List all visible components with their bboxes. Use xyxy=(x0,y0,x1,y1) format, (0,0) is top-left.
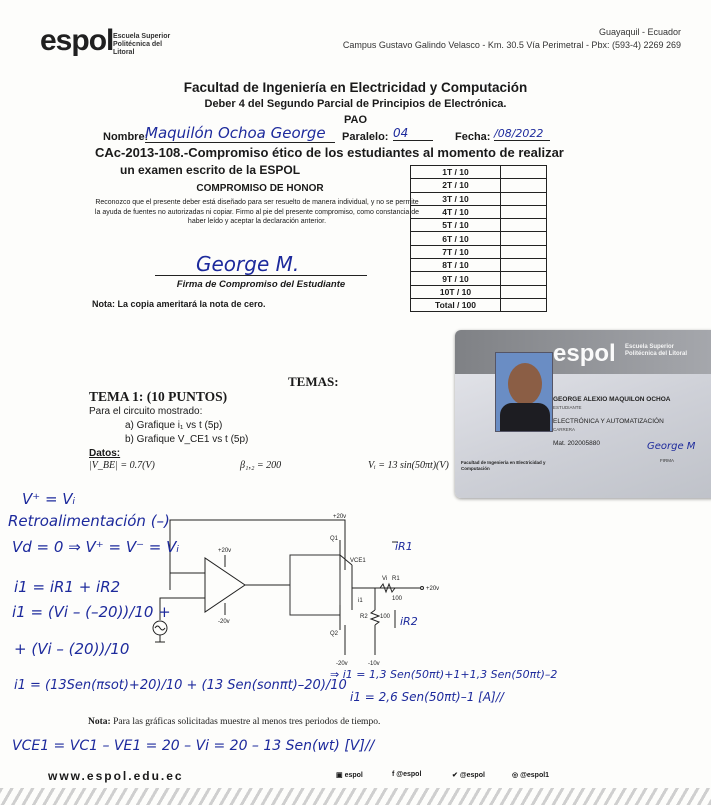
datos-label: Datos: xyxy=(89,448,121,459)
footer-instagram[interactable]: ◎ @espol1 xyxy=(512,772,550,779)
id-card-mat: Mat. 202005880 xyxy=(553,440,600,447)
label-v-r2: -10v xyxy=(368,661,380,667)
grade-score-cell xyxy=(501,232,547,245)
commitment-heading-2: un examen escrito de la ESPOL xyxy=(120,163,301,177)
assignment-title: Deber 4 del Segundo Parcial de Principios de Electrónica. xyxy=(204,98,507,110)
grade-row xyxy=(411,179,547,192)
label-r1: R1 xyxy=(392,576,400,582)
hw-line-8: ⇒ i1 = 1,3 Sen(50πt)+1+1,3 Sen(50πt)–2 xyxy=(330,668,558,681)
grade-score-cell xyxy=(501,192,547,205)
grade-score-cell xyxy=(501,205,547,218)
hw-line-9: i1 = 2,6 Sen(50πt)–1 [A]// xyxy=(350,690,504,704)
photo-head xyxy=(508,363,542,405)
tema1-item-a: a) Grafique i₁ vs t (5p) xyxy=(125,420,223,431)
label-q2: Q2 xyxy=(330,631,339,637)
grade-question: 5T / 10 xyxy=(411,219,501,232)
id-card-photo xyxy=(495,352,553,432)
transistor-box xyxy=(290,555,340,615)
footer-stripes xyxy=(0,788,711,805)
hw-line-4: i1 = iR1 + iR2 xyxy=(14,578,121,596)
graphs-note-text: Para las gráficas solicitadas muestre al menos tres periodos de tiempo. xyxy=(110,717,381,727)
hw-line-5: i1 = (Vi – (–20))/10 + xyxy=(12,603,171,621)
id-card-name: GEORGE ALEXIO MAQUILON OCHOA xyxy=(553,396,671,403)
grade-question: 9T / 10 xyxy=(411,272,501,285)
label-vce1: VCE1 xyxy=(350,558,366,564)
grade-row xyxy=(411,219,547,232)
datos-vi: Vᵢ = 13 sin(50πt)(V) xyxy=(368,460,449,471)
honor-text: Reconozco que el presente deber está diseñado para ser resuelto de manera individual, y no se permite la ayuda de fuentes no autorizadas ni copiar. Firmo al pie del presente compromiso, como constancia de haber leído y aceptar la declaración anterior. xyxy=(94,199,420,225)
nombre-value: Maquilón Ochoa George xyxy=(145,124,335,143)
label-vi: Vi xyxy=(382,576,388,582)
hw-line-2: Retroalimentación (–) xyxy=(8,512,170,530)
id-card-career: ELECTRÓNICA Y AUTOMATIZACIÓN xyxy=(553,418,664,425)
instagram-handle: @espol1 xyxy=(520,772,550,779)
label-vee-op: -20v xyxy=(218,619,230,625)
grade-question: 7T / 10 xyxy=(411,245,501,258)
label-r2-val: 100 xyxy=(380,614,391,620)
datos-beta: β₁,₂ = 200 xyxy=(240,460,282,471)
paralelo-value: 04 xyxy=(393,126,433,141)
signature-label: Firma de Compromiso del Estudiante xyxy=(176,279,346,290)
photo-body xyxy=(500,403,550,432)
footer-linkedin[interactable]: ▣ espol xyxy=(336,772,363,779)
r2-resistor xyxy=(371,610,379,625)
student-signature: George M. xyxy=(196,252,300,276)
grade-row xyxy=(411,166,547,179)
id-card-role: ESTUDIANTE xyxy=(553,405,582,410)
hw-line-6: + (Vi – (20))/10 xyxy=(14,640,130,658)
grade-score-cell xyxy=(501,219,547,232)
id-card-career-label: CARRERA xyxy=(553,427,576,432)
grade-row xyxy=(411,232,547,245)
grade-row xyxy=(411,245,547,258)
nombre-label: Nombre: xyxy=(103,131,149,143)
grade-score-cell xyxy=(501,179,547,192)
paralelo-label: Paralelo: xyxy=(342,131,389,143)
espol-logo: espol xyxy=(40,24,114,57)
grade-row xyxy=(411,298,547,311)
tema1-item-b: b) Grafique V_CE1 vs t (5p) xyxy=(125,434,249,445)
hw-line-10: VCE1 = VC1 – VE1 = 20 – Vi = 20 – 13 Sen(wt) [V]// xyxy=(12,738,375,754)
grade-question: 2T / 10 xyxy=(411,179,501,192)
tema1-intro: Para el circuito mostrado: xyxy=(89,406,203,417)
faculty-title: Facultad de Ingeniería en Electricidad y Computación xyxy=(183,80,528,95)
id-card-signature: George M xyxy=(647,441,696,452)
grade-question: 4T / 10 xyxy=(411,205,501,218)
graphs-note xyxy=(88,717,380,727)
label-r2: R2 xyxy=(360,614,368,620)
logo-subtitle: Escuela Superior Politécnica del Litoral xyxy=(113,33,171,56)
hw-line-1: V⁺ = Vᵢ xyxy=(22,490,76,508)
grade-question: 6T / 10 xyxy=(411,232,501,245)
grade-row xyxy=(411,259,547,272)
grade-score-cell xyxy=(501,259,547,272)
signature-line xyxy=(155,275,367,276)
fecha-value: /08/2022 xyxy=(494,127,550,141)
label-ir2: iR2 xyxy=(400,615,418,628)
grade-question: 1T / 10 xyxy=(411,166,501,179)
header-address: Campus Gustavo Galindo Velasco - Km. 30.5 Vía Perimetral - Pbx: (593-4) 2269 269 xyxy=(342,40,681,50)
graphs-note-label: Nota: xyxy=(88,717,111,727)
grade-question: 8T / 10 xyxy=(411,259,501,272)
grade-row xyxy=(411,205,547,218)
label-vcc-op: +20v xyxy=(218,548,232,554)
circuit-diagram xyxy=(130,510,460,670)
label-q1: Q1 xyxy=(330,536,339,542)
grade-score-cell xyxy=(501,298,547,311)
grade-row xyxy=(411,192,547,205)
label-i1: i1 xyxy=(358,598,363,604)
student-id-card xyxy=(455,330,711,498)
footer-facebook[interactable]: f @espol xyxy=(392,771,422,778)
header-city: Guayaquil - Ecuador xyxy=(598,27,681,37)
temas-heading: TEMAS: xyxy=(288,374,339,389)
label-vcc-top: +20v xyxy=(333,514,347,520)
id-card-logo-subtitle: Escuela Superior Politécnica del Litoral xyxy=(625,344,688,357)
label-v-right: +20v xyxy=(426,586,440,592)
id-card-firma-label: FIRMA xyxy=(660,458,674,463)
tema1-heading: TEMA 1: (10 PUNTOS) xyxy=(89,389,228,404)
footer-twitter[interactable]: ✔ @espol xyxy=(452,772,485,779)
grade-question: 3T / 10 xyxy=(411,192,501,205)
label-vee-bot: -20v xyxy=(336,661,348,667)
commitment-heading: CAc-2013-108.-Compromiso ético de los estudiantes al momento de realizar xyxy=(95,145,564,160)
grade-score-cell xyxy=(501,166,547,179)
label-r1-val: 100 xyxy=(392,596,403,602)
datos-vbe: |V_BE| = 0.7(V) xyxy=(89,460,155,471)
grade-score-cell xyxy=(501,285,547,298)
grade-row xyxy=(411,285,547,298)
copy-note: Nota: La copia ameritará la nota de cero. xyxy=(92,299,266,309)
grade-row xyxy=(411,272,547,285)
linkedin-handle: espol xyxy=(344,772,363,779)
footer-url[interactable]: www.espol.edu.ec xyxy=(48,769,184,783)
hw-line-3: Vd = 0 ⇒ V⁺ = V⁻ = Vᵢ xyxy=(12,538,180,556)
honor-title: COMPROMISO DE HONOR xyxy=(196,183,324,194)
twitter-handle: @espol xyxy=(459,772,485,779)
grade-score-cell xyxy=(501,245,547,258)
facebook-handle: @espol xyxy=(396,771,422,778)
grade-question: 10T / 10 xyxy=(411,285,501,298)
label-ir1: iR1 xyxy=(395,540,413,553)
plus20-terminal xyxy=(421,587,424,590)
fecha-label: Fecha: xyxy=(455,131,491,143)
grades-table xyxy=(410,165,547,312)
id-card-logo: espol xyxy=(553,340,616,367)
id-card-faculty: Facultad de Ingeniería en Electricidad y Computación xyxy=(461,460,546,471)
term-title: PAO xyxy=(343,114,368,126)
grade-score-cell xyxy=(501,272,547,285)
hw-line-7: i1 = (13Sen(πsot)+20)/10 + (13 Sen(sonπt)–20)/10 xyxy=(14,678,347,693)
grade-question: Total / 100 xyxy=(411,298,501,311)
ac-source-wave xyxy=(155,626,165,630)
